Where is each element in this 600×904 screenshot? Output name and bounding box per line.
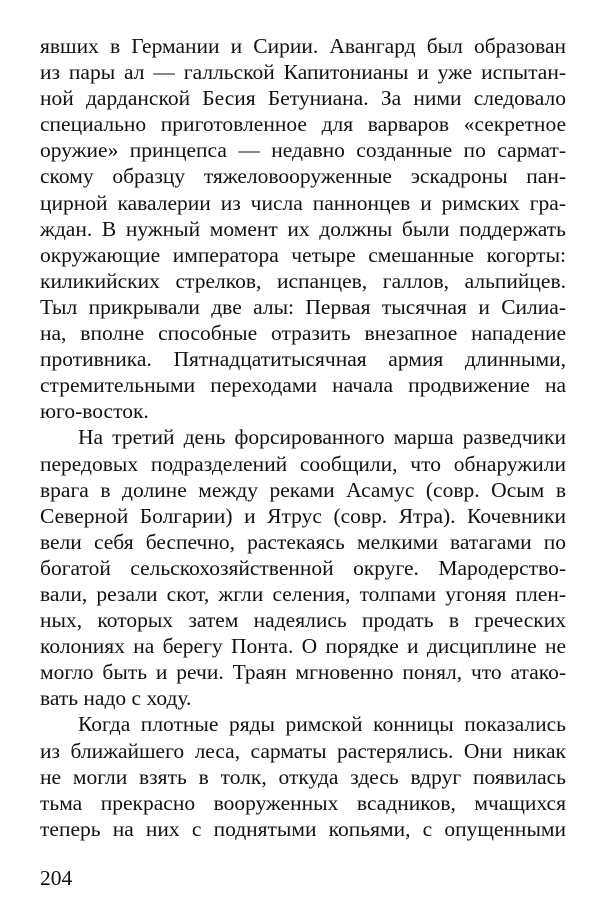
text-line: Северной Болгарии) и Ятрус (совр. Ятра). Кочевники (40, 503, 566, 528)
page-number: 204 (40, 866, 73, 890)
text-line: вели себя беспечно, растекаясь мелкими ватагами по (40, 529, 566, 554)
text-line: явших в Германии и Сирии. Авангард был образован (40, 34, 566, 58)
text-line: на, вполне способные отразить внезапное нападение (40, 321, 566, 346)
text-line: не могли взять в толк, откуда здесь вдруг появилась (40, 764, 566, 789)
text-line: Тыл прикрывали две алы: Первая тысячная и Силиа- (40, 294, 566, 319)
text-line: противника. Пятнадцатитысячная армия длинными, (40, 347, 566, 372)
text-line: ных, которых затем надеялись продать в греческих (40, 608, 566, 633)
text-line: вать надо с ходу. (40, 686, 192, 711)
text-line: ждан. В нужный момент их должны были поддержать (40, 216, 566, 241)
text-line: стремительными переходами начала продвижение на (40, 373, 566, 398)
text-line: киликийских стрелков, испанцев, галлов, альпийцев. (40, 268, 566, 293)
text-line: юго-восток. (40, 399, 149, 424)
page-body-text (40, 33, 566, 842)
paragraph (40, 33, 566, 424)
text-line: из ближайшего леса, сарматы растерялись. Они никак (40, 738, 566, 763)
text-line: На третий день форсированного марша разведчики (78, 425, 566, 450)
text-line: специально приготовленное для варваров «секретное (40, 112, 566, 137)
text-line: оружие» принцепса — недавно созданные по сармат- (40, 138, 566, 163)
text-line: вали, резали скот, жгли селения, толпами угоняя плен- (40, 581, 566, 606)
paragraph (40, 711, 566, 841)
text-line: врага в долине между реками Асамус (совр. Осым в (40, 477, 566, 502)
paragraph (40, 424, 566, 711)
text-line: скому образцу тяжеловооруженные эскадроны пан- (40, 164, 566, 189)
text-line: богатой сельскохозяйственной округе. Мародерство- (40, 555, 566, 580)
text-line: из пары ал — галльской Капитонианы и уже испытан- (40, 60, 566, 85)
text-line: тьма прекрасно вооруженных всадников, мчащихся (40, 790, 566, 815)
text-line: колониях на берегу Понта. О порядке и дисциплине не (40, 634, 566, 659)
text-line: цирной кавалерии из числа паннонцев и римских гра- (40, 190, 566, 215)
text-line: передовых подразделений сообщили, что обнаружили (40, 451, 566, 476)
text-line: Когда плотные ряды римской конницы показались (78, 712, 566, 737)
text-line: ной дарданской Бесия Бетуниана. За ними следовало (40, 86, 566, 111)
text-line: могло быть и речи. Траян мгновенно понял, что атако- (40, 660, 566, 685)
text-line: окружающие императора четыре смешанные когорты: (40, 242, 566, 267)
text-line: теперь на них с поднятыми копьями, с опущенными (40, 816, 566, 841)
